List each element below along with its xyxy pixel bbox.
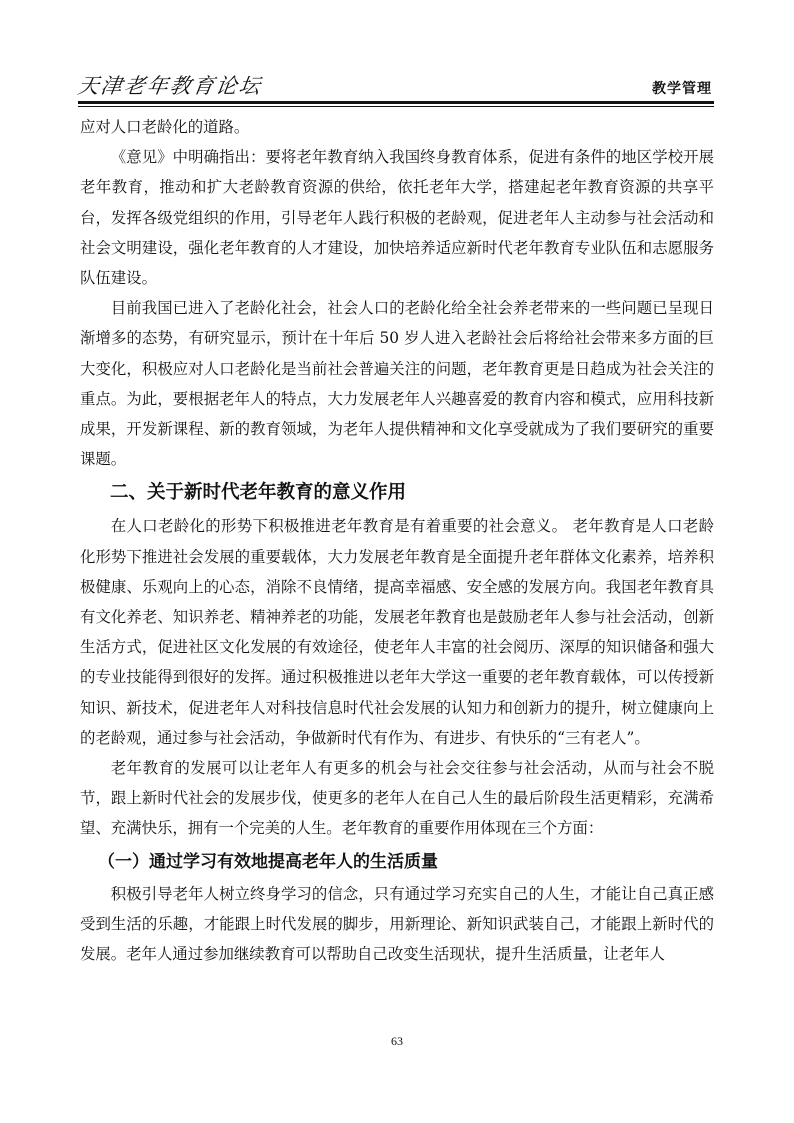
paragraph: 应对人口老龄化的道路。	[80, 118, 250, 136]
paragraph: 老年教育的发展可以让老年人有更多的机会与社会交往参与社会活动，从而与社会不脱节，跟上新时代社会的发展步伐，使更多的老年人在自己人生的最后阶段生活更精彩，充满希望、充满快乐，拥有一个完美的人生。老年教育的重要作用体现在三个方面：	[80, 759, 714, 838]
section-heading: 二、关于新时代老年教育的意义作用	[110, 482, 407, 504]
page-header	[78, 66, 714, 102]
subsection-heading: （一）通过学习有效地提高老年人的生活质量	[98, 851, 438, 872]
page-number: 63	[391, 1034, 403, 1048]
header-rule-thin	[78, 106, 714, 107]
section-label: 教学管理	[652, 81, 712, 97]
journal-logo: 天津老年教育论坛	[76, 74, 264, 98]
paragraph: 《意见》中明确指出：要将老年教育纳入我国终身教育体系，促进有条件的地区学校开展老年教育，推动和扩大老龄教育资源的供给，依托老年大学，搭建起老年教育资源的共享平台，发挥各级党组织的作用，引导老年人践行积极的老龄观，促进老年人主动参与社会活动和社会文明建设，强化老年教育的人才建设，加快培养适应新时代老年教育专业队伍和志愿服务队伍建设。	[80, 148, 714, 288]
paragraph: 积极引导老年人树立终身学习的信念，只有通过学习充实自己的人生，才能让自己真正感受到生活的乐趣，才能跟上时代发展的脚步，用新理论、新知识武装自己，才能跟上新时代的发展。老年人通过参加继续教育可以帮助自己改变生活现状，提升生活质量，让老年人	[80, 884, 714, 964]
paragraph: 目前我国已进入了老龄化社会，社会人口的老龄化给全社会养老带来的一些问题已呈现日渐增多的态势，有研究显示，预计在十年后 50 岁人进入老龄社会后将给社会带来多方面的巨大变化，积极应对人口老龄化是当前社会普遍关注的问题，老年教育更是日趋成为社会关注的重点。为此，要根据老年人的特点，大力发展老年人兴趣喜爱的教育内容和模式，应用科技新成果，开发新课程、新的教育领域，为老年人提供精神和文化享受就成为了我们要研究的重要课题。	[80, 299, 714, 469]
header-rule-thick	[78, 101, 714, 104]
article-body	[80, 112, 714, 969]
paragraph: 在人口老龄化的形势下积极推进老年教育是有着重要的社会意义。 老年教育是人口老龄化形势下推进社会发展的重要载体，大力发展老年教育是全面提升老年群体文化素养，培养积极健康、乐观向上的心态，消除不良情绪，提高幸福感、安全感的发展方向。我国老年教育具有文化养老、知识养老、精神养老的功能，发展老年教育也是鼓励老年人参与社会活动，创新生活方式，促进社区文化发展的有效途径，使老年人丰富的社会阅历、深厚的知识储备和强大的专业技能得到很好的发挥。通过积极推进以老年大学这一重要的老年教育载体，可以传授新知识、新技术，促进老年人对科技信息时代社会发展的认知力和创新力的提升，树立健康向上的老龄观，通过参与社会活动，争做新时代有作为、有进步、有快乐的“三有老人”。	[80, 517, 714, 747]
